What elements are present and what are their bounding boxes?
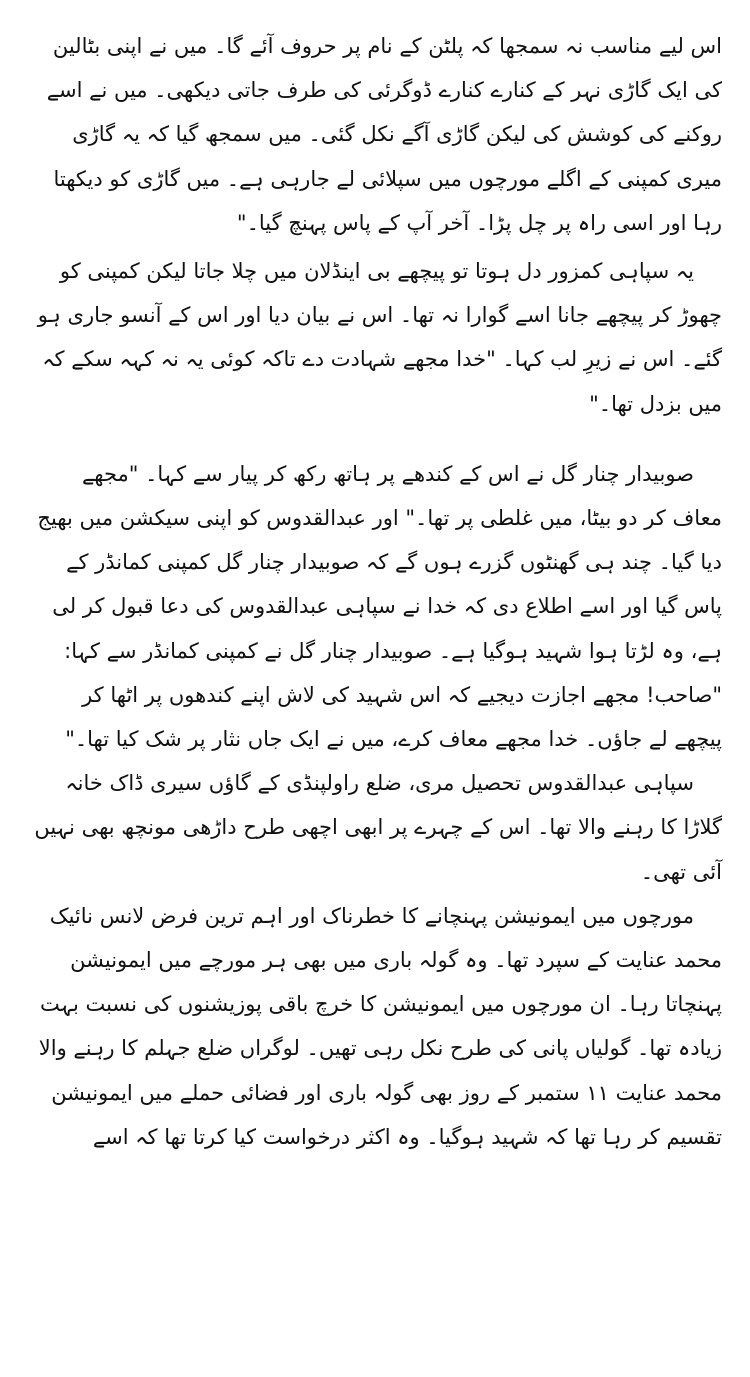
paragraph-1: اس لیے مناسب نہ سمجھا کہ پلٹن کے نام پر حروف آئے گا۔ میں نے اپنی بٹالین کی ایک گاڑی نہر کے کنارے کنارے ڈوگرئی کی طرف جاتی دیکھی۔ میں نے اسے روکنے کی کوشش کی لیکن گاڑی آگے نکل گئی۔ میں سمجھ گیا کہ یہ گاڑی میری کمپنی کے اگلے مورچوں میں سپلائی لے جارہی ہے۔ میں گاڑی کو دیکھتا رہا اور اسی راہ پر چل پڑا۔ آخر آپ کے پاس پہنچ گیا۔" bbox=[46, 34, 722, 235]
paragraph-6: مورچوں میں ایمونیشن پہنچانے کا خطرناک اور اہم ترین فرض لانس نائیک محمد عنایت کے سپرد تھا۔ وہ گولہ باری میں بھی ہر مورچے میں ایمونیشن پہنچاتا رہا۔ ان مورچوں میں ایمونیشن کا خرچ باقی پوزیشنوں کی نسبت بہت زیادہ تھا۔ گولیاں پانی کی طرح نکل رہی تھیں۔ لوگراں ضلع جہلم کا رہنے والا محمد عنایت ۱۱ ستمبر کے روز بھی گولہ باری اور فضائی حملے میں ایمونیشن تقسیم کر رہا تھا کہ شہید ہوگیا۔ وہ اکثر درخواست کیا کرتا تھا کہ اسے bbox=[38, 903, 722, 1149]
paragraph-3: صوبیدار چنار گل نے اس کے کندھے پر ہاتھ رکھ کر پیار سے کہا۔ "مجھے معاف کر دو بیٹا، میں غلطی پر تھا۔" اور عبدالقدوس کو اپنی سیکشن میں بھیج دیا گیا۔ چند ہی گھنٹوں گزرے ہوں گے کہ صوبیدار چنار گل کمپنی کمانڈر کے پاس گیا اور اسے اطلاع دی کہ خدا نے سپاہی عبدالقدوس کی دعا قبول کر لی ہے، وہ لڑتا ہوا شہید ہوگیا ہے۔ صوبیدار چنار گل نے کمپنی کمانڈر سے کہا: bbox=[37, 461, 722, 663]
paragraph-4: "صاحب! مجھے اجازت دیجیے کہ اس شہید کی لاش اپنے کندھوں پر اٹھا کر پیچھے لے جاؤں۔ خدا مجھے معاف کرے، میں نے ایک جاں نثار پر شک کیا تھا۔" bbox=[65, 682, 722, 752]
paragraph-2: یہ سپاہی کمزور دل ہوتا تو پیچھے بی اینڈلان میں چلا جاتا لیکن کمپنی کو چھوڑ کر پیچھے جانا اسے گوارا نہ تھا۔ اس نے بیان دیا اور اس کے آنسو جاری ہو گئے۔ اس نے زیرِ لب کہا۔ "خدا مجھے شہادت دے تاکہ کوئی یہ نہ کہہ سکے کہ میں بزدل تھا۔" bbox=[37, 259, 722, 416]
paragraph-5: سپاہی عبدالقدوس تحصیل مری، ضلع راولپنڈی کے گاؤں سیری ڈاک خانہ گلاڑا کا رہنے والا تھا۔ اس کے چہرے پر ابھی اچھی طرح داڑھی مونچھ بھی نہیں آئی تھی۔ bbox=[34, 771, 722, 884]
